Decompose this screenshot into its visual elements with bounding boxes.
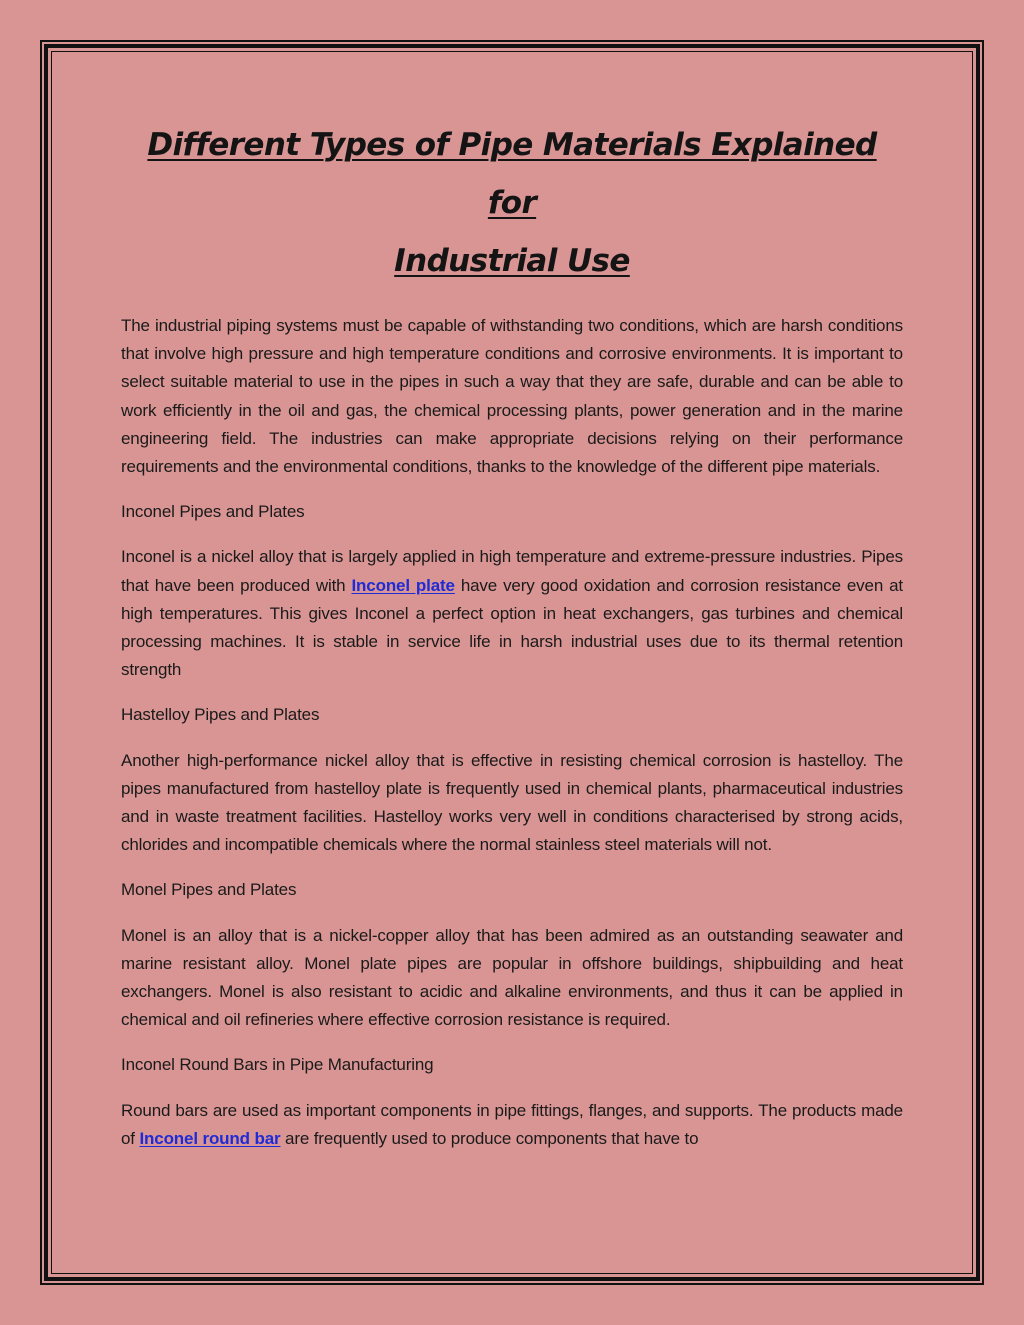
title-line-2: Industrial Use [394, 243, 630, 279]
inconel-plate-link[interactable]: Inconel plate [351, 575, 455, 595]
section-heading-inconel: Inconel Pipes and Plates [121, 502, 305, 522]
section-body-inconel [121, 543, 903, 684]
document-content [121, 116, 903, 1170]
section-body-hastelloy: Another high-performance nickel alloy that is effective in resisting chemical corrosion is hastelloy. The pipes manufactured from hastelloy plate is frequently used in chemical plants, pharmaceutical industries and in waste treatment facilities. Hastelloy works very well in conditions characterised by strong acids, chlorides and incompatible chemicals where the normal stainless steel materials will not. [121, 750, 903, 855]
inconel-round-bar-link[interactable]: Inconel round bar [139, 1128, 281, 1148]
section-heading-hastelloy: Hastelloy Pipes and Plates [121, 705, 320, 725]
body-text: are frequently used to produce components that have to [280, 1128, 699, 1148]
body-text: Inconel is a nickel alloy that is largely applied in high temperature and extreme-pressure industries. Pipes that have been produced with [121, 547, 903, 595]
section-heading-round-bars: Inconel Round Bars in Pipe Manufacturing [121, 1055, 434, 1075]
intro-paragraph: The industrial piping systems must be capable of withstanding two conditions, which are harsh conditions that involve high pressure and high temperature conditions and corrosive environments. It is important to select suitable material to use in the pipes in such a way that they are safe, durable and can be able to work efficiently in the oil and gas, the chemical processing plants, power generation and in the marine engineering field. The industries can make appropriate decisions relying on their performance requirements and the environmental conditions, thanks to the knowledge of the different pipe materials. [121, 316, 903, 477]
body-text: Round bars are used as important components in pipe fittings, flanges, and supports. The products made of [121, 1100, 903, 1148]
title-line-1: Different Types of Pipe Materials Explained for [147, 127, 877, 221]
body-text: have very good oxidation and corrosion resistance even at high temperatures. This gives Inconel a perfect option in heat exchangers, gas turbines and chemical processing machines. It is stable in service life in harsh industrial uses due to its thermal retention strength [121, 575, 903, 680]
section-body-monel: Monel is an alloy that is a nickel-copper alloy that has been admired as an outstanding seawater and marine resistant alloy. Monel plate pipes are popular in offshore buildings, shipbuilding and heat exchangers. Monel is also resistant to acidic and alkaline environments, and thus it can be applied in chemical and oil refineries where effective corrosion resistance is required. [121, 925, 903, 1030]
document-title [121, 116, 903, 290]
section-heading-monel: Monel Pipes and Plates [121, 880, 297, 900]
section-body-round-bars [121, 1097, 903, 1153]
